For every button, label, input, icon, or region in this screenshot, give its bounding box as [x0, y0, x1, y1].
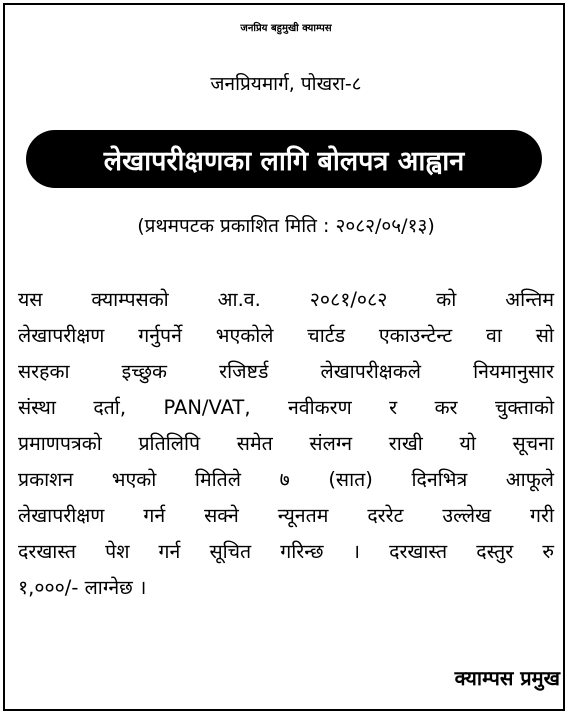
campus-address: जनप्रियमार्ग, पोखरा-८: [210, 73, 362, 95]
publication-date: (प्रथमपटक प्रकाशित मिति : २०८२/०५/१३): [137, 215, 435, 237]
signature: क्याम्पस प्रमुख: [454, 666, 560, 690]
campus-name: जनप्रिय बहुमुखी क्याम्पस: [240, 23, 332, 34]
notice-line: प्रकाशन भएको मितिले ७ (सात) दिनभित्र आफूले: [18, 468, 554, 491]
notice-line: प्रमाणपत्रको प्रतिलिपि समेत संलग्न राखी यो सूचना: [18, 432, 554, 455]
notice-line: लेखापरीक्षण गर्न सक्ने न्यूनतम दररेट उल्लेख गरी: [18, 504, 554, 527]
notice-body: [18, 282, 554, 606]
notice-line: दरखास्त पेश गर्न सूचित गरिन्छ । दरखास्त दस्तुर रु: [18, 540, 554, 563]
notice-line: १,०००/- लाग्नेछ ।: [18, 576, 147, 599]
notice-line: यस क्याम्पसको आ.व. २०८१/०८२ को अन्तिम: [18, 288, 554, 311]
notice-heading: लेखापरीक्षणका लागि बोलपत्र आह्वान: [103, 145, 465, 177]
notice-line: संस्था दर्ता, PAN/VAT, नवीकरण र कर चुक्ताको: [18, 396, 554, 419]
notice-banner: [26, 130, 542, 188]
notice-line: लेखापरीक्षण गर्नुपर्ने भएकोले चार्टड एकाउन्टेन्ट वा सो: [18, 324, 554, 347]
notice-line: सरहका इच्छुक रजिष्टर्ड लेखापरीक्षकले नियमानुसार: [18, 360, 554, 383]
